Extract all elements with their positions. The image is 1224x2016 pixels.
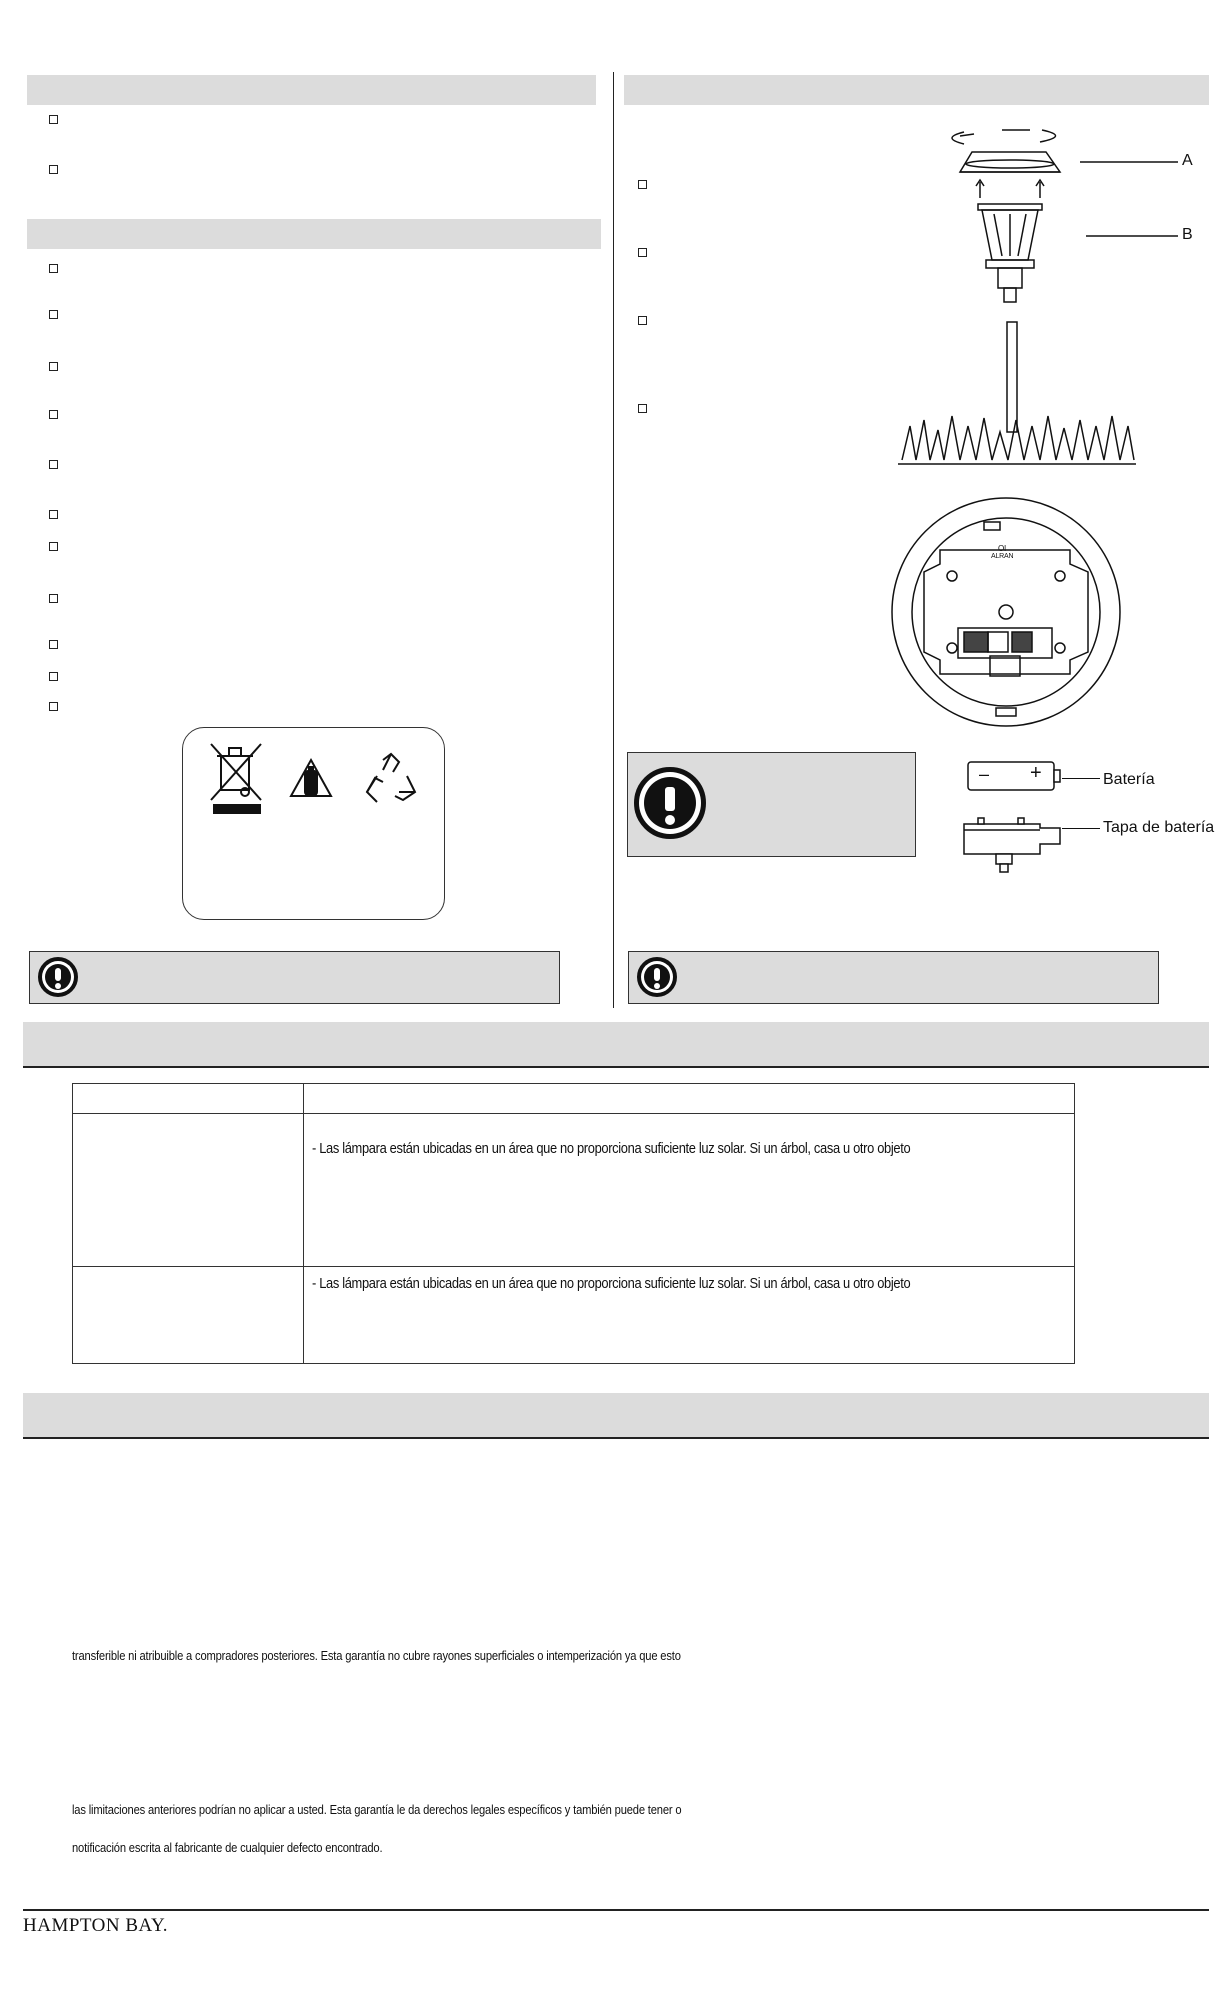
base-text-2: ALRAN bbox=[991, 553, 1014, 560]
footer-rule bbox=[23, 1909, 1209, 1911]
checkbox bbox=[49, 410, 58, 419]
checkbox bbox=[49, 542, 58, 551]
battery-label: Batería bbox=[1103, 771, 1155, 788]
warranty-line-3: notificación escrita al fabricante de cualquier defecto encontrado. bbox=[72, 1840, 383, 1855]
battery-cover-leader-line bbox=[1062, 828, 1100, 829]
right-caution-box bbox=[627, 752, 916, 857]
problem-cell bbox=[73, 1267, 304, 1364]
base-text-1: OI bbox=[998, 544, 1007, 553]
table-row bbox=[73, 1114, 1075, 1267]
warranty-line-1: transferible ni atribuible a compradores posteriores. Esta garantía no cubre rayones superficiales o intemperización ya que esto bbox=[72, 1648, 681, 1663]
warning-icon bbox=[637, 957, 677, 997]
checkbox bbox=[49, 115, 58, 124]
checkbox bbox=[49, 310, 58, 319]
table-header-row bbox=[73, 1084, 1075, 1114]
crossed-bin-icon bbox=[209, 742, 267, 814]
troubleshooting-header bbox=[23, 1022, 1209, 1067]
label-a: A bbox=[1182, 152, 1193, 169]
warning-icon bbox=[634, 767, 706, 839]
left-section-header-1 bbox=[27, 75, 596, 105]
checkbox bbox=[638, 248, 647, 257]
solution-text: - Las lámpara están ubicadas en un área que no proporciona suficiente luz solar. Si un árbol, casa u otro objeto bbox=[312, 1140, 911, 1157]
left-warning-box bbox=[29, 951, 560, 1004]
warning-icon bbox=[38, 957, 78, 997]
brand-logo: HAMPTON BAY. bbox=[23, 1915, 169, 1936]
warranty-header bbox=[23, 1393, 1209, 1438]
column-divider bbox=[613, 72, 614, 1008]
checkbox bbox=[638, 404, 647, 413]
checkbox bbox=[49, 460, 58, 469]
battery-recycle-icon bbox=[285, 756, 337, 808]
checkbox bbox=[49, 702, 58, 711]
solution-text: - Las lámpara están ubicadas en un área que no proporciona suficiente luz solar. Si un árbol, casa u otro objeto bbox=[312, 1275, 911, 1292]
checkbox bbox=[49, 165, 58, 174]
checkbox bbox=[49, 672, 58, 681]
left-section-header-2 bbox=[27, 219, 601, 249]
checkbox bbox=[49, 264, 58, 273]
battery-cover-label: Tapa de batería bbox=[1103, 819, 1215, 836]
checkbox bbox=[638, 316, 647, 325]
battery-plus: + bbox=[1030, 762, 1042, 784]
recycle-icon bbox=[363, 752, 419, 810]
troubleshooting-rule bbox=[23, 1066, 1209, 1068]
checkbox bbox=[49, 594, 58, 603]
warranty-line-2: las limitaciones anteriores podrían no aplicar a usted. Esta garantía le da derechos legales específicos y también puede tener o bbox=[72, 1802, 682, 1817]
checkbox bbox=[638, 180, 647, 189]
solution-cell bbox=[304, 1114, 1075, 1267]
label-b: B bbox=[1182, 226, 1193, 243]
right-warning-box bbox=[628, 951, 1159, 1004]
recycling-symbols-box bbox=[182, 727, 445, 920]
checkbox bbox=[49, 510, 58, 519]
battery-leader-line bbox=[1062, 778, 1100, 779]
warranty-rule bbox=[23, 1437, 1209, 1439]
checkbox bbox=[49, 362, 58, 371]
battery-minus: – bbox=[979, 764, 990, 784]
battery-cover-diagram bbox=[958, 814, 1064, 878]
table-row bbox=[73, 1267, 1075, 1364]
header-cell-problem bbox=[73, 1084, 304, 1114]
right-section-header bbox=[624, 75, 1209, 105]
lamp-assembly-diagram bbox=[890, 120, 1200, 480]
problem-cell bbox=[73, 1114, 304, 1267]
header-cell-solution bbox=[304, 1084, 1075, 1114]
solution-cell bbox=[304, 1267, 1075, 1364]
lamp-base-diagram bbox=[884, 496, 1128, 728]
checkbox bbox=[49, 640, 58, 649]
troubleshooting-table bbox=[72, 1083, 1075, 1364]
